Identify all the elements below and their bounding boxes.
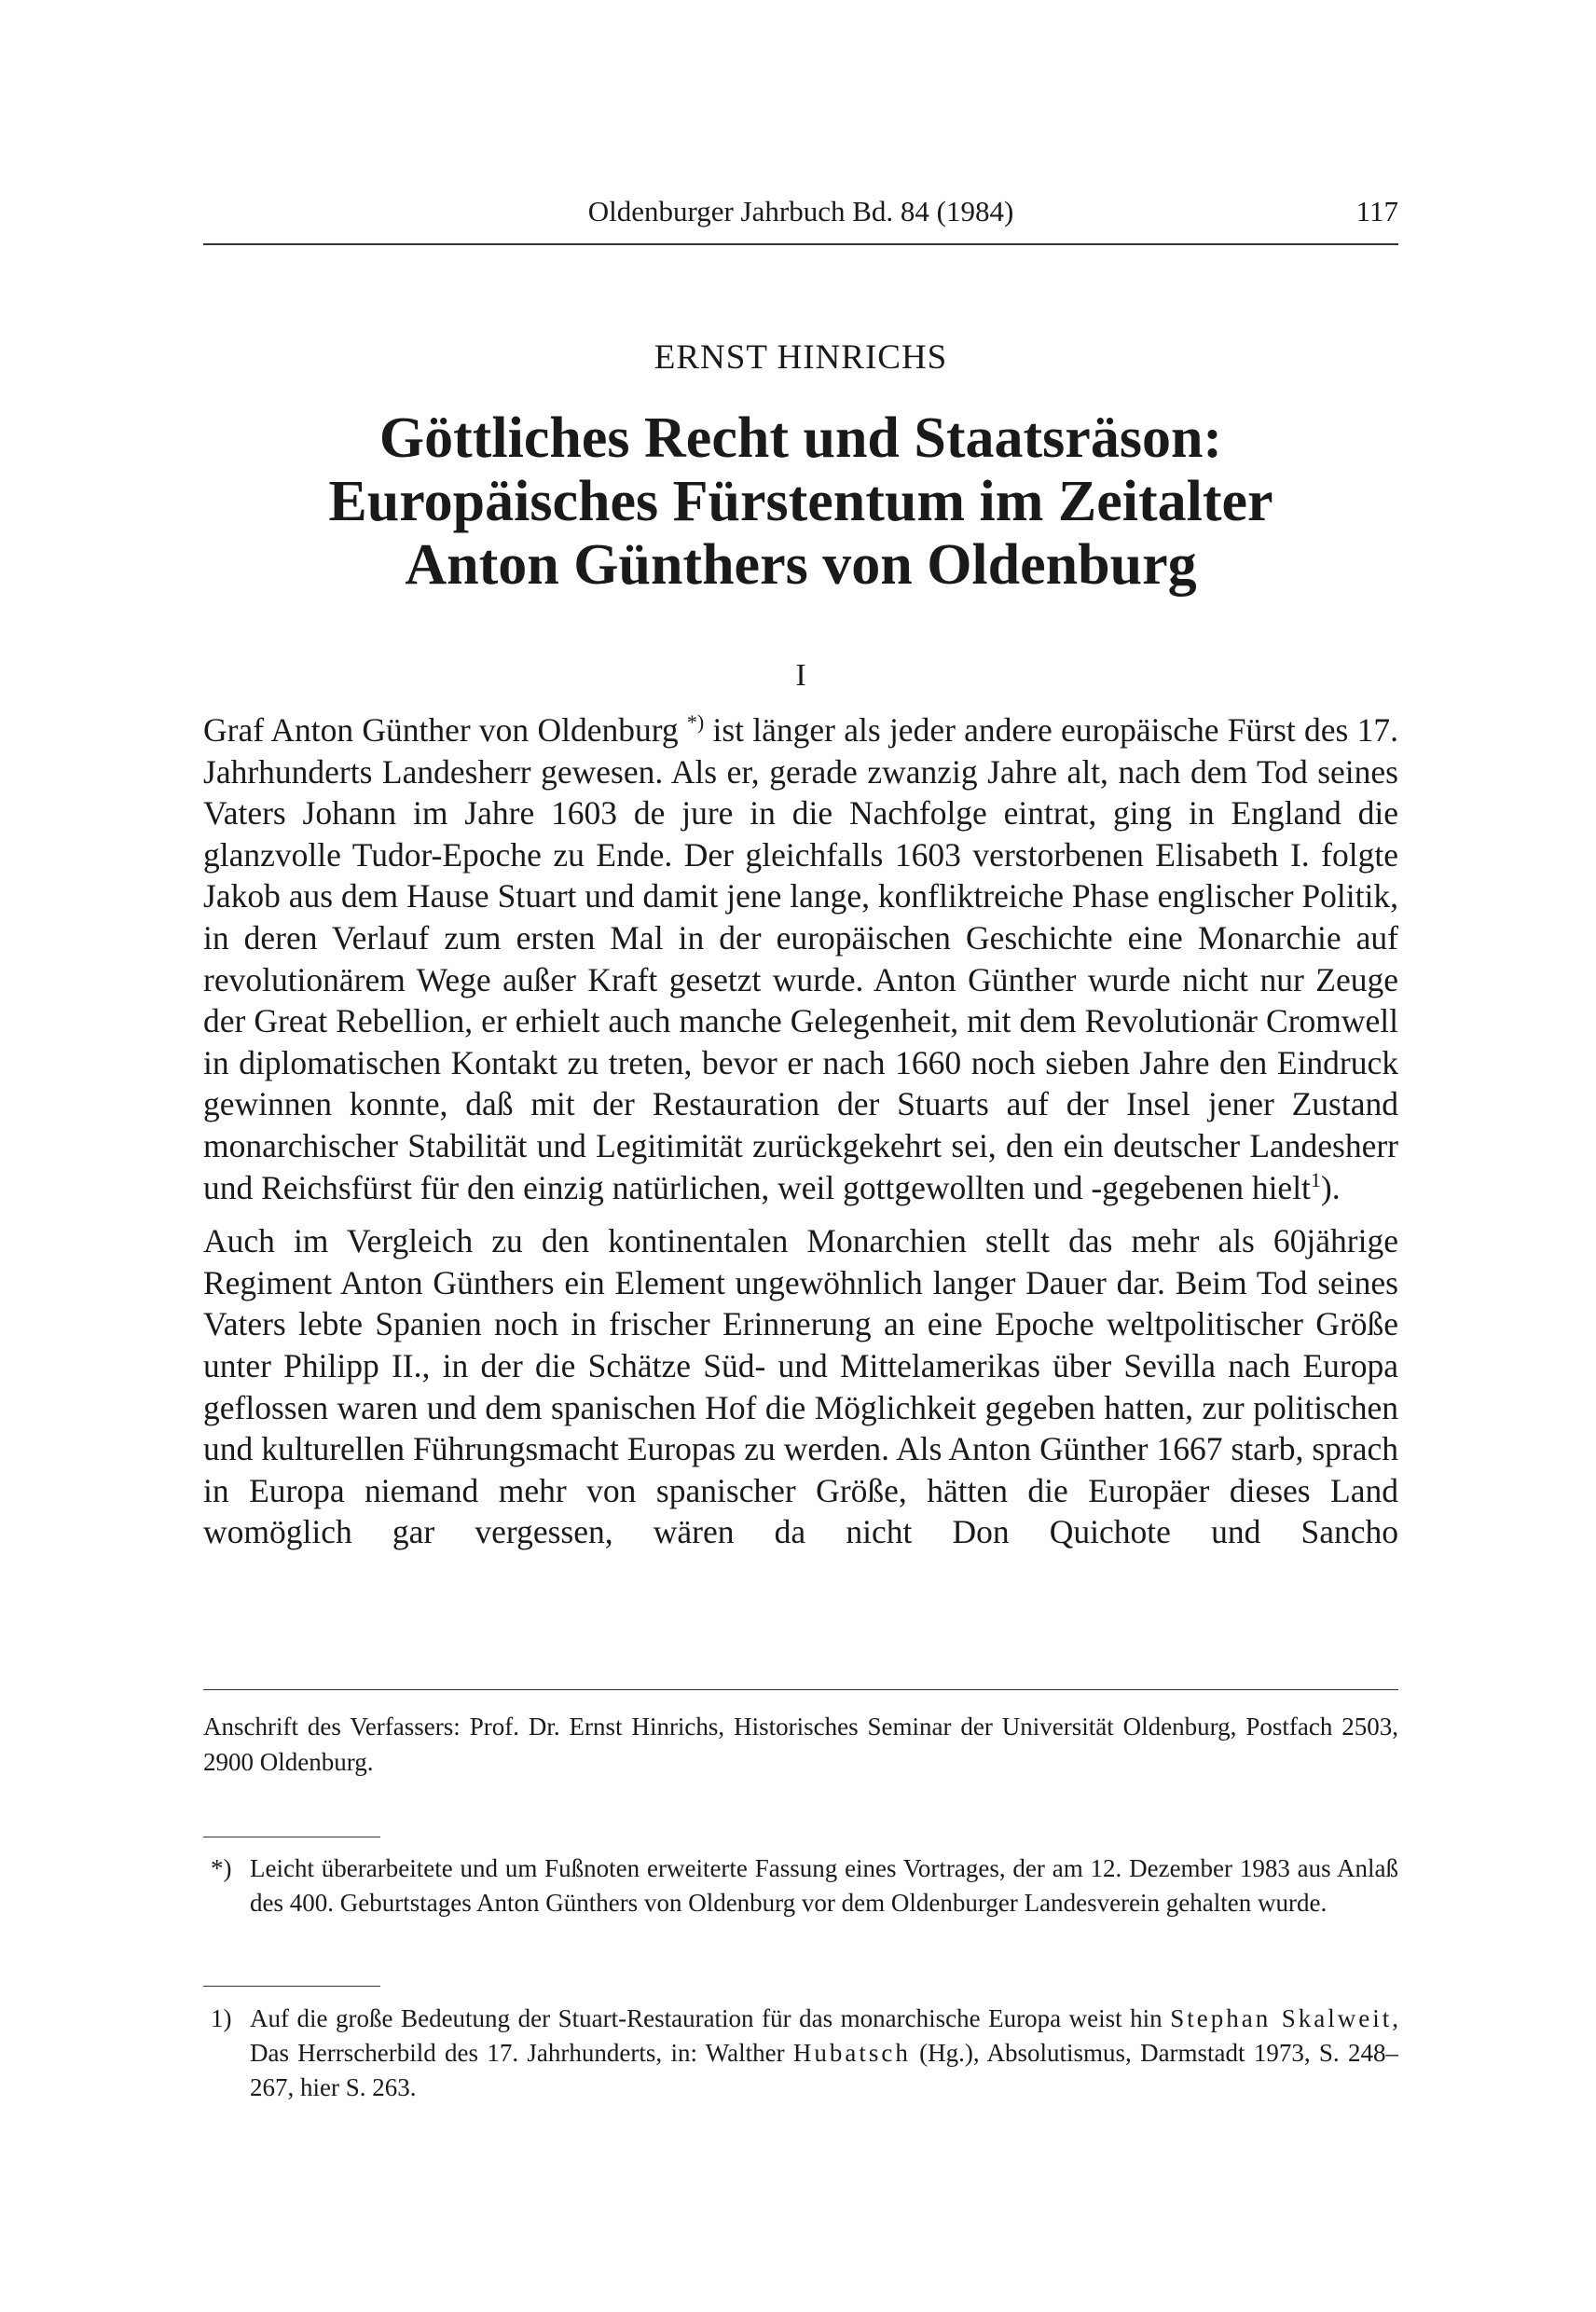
section-number: I [795,658,806,693]
footnote-1-part-b: , Das Herrscherbild des 17. Jahrhunderts, in: Walther [250,2004,1398,2067]
paragraph-1-end: ). [1320,1168,1341,1206]
running-title: Oldenburger Jahrbuch Bd. 84 (1984) [587,195,1014,227]
footnote-star [203,1851,1398,1920]
paragraph-1-text: ist länger als jeder andere europäische Fürst des 17. Jahrhunderts Landesherr gewesen. Als er, gerade zwanzig Jahre alt, nach dem Tod seines Vaters Johann im Jahre 1603 de jure in die Nachfolge eintrat, ging in England die glanzvolle Tudor-Epoche zu Ende. Der gleichfalls 1603 verstorbenen Elisabeth I. folgte Jakob aus dem Hause Stuart und damit jene lange, konfliktreiche Phase englischer Politik, in deren Verlauf zum ersten Mal in der europäischen Geschichte eine Monarchie auf revolutionärem Wege außer Kraft gesetzt wurde. Anton Günther wurde nicht nur Zeuge der Great Rebellion, er erhielt auch manche Gelegenheit, mit dem Revolutionär Cromwell in diplomatischen Kontakt zu treten, bevor er nach 1660 noch sieben Jahre den Eindruck gewinnen konnte, daß mit der Restauration der Stuarts auf der Insel jener Zustand monarchischer Stabilität und Legitimität zurückgekehrt sei, den ein deutscher Landesherr und Reichsfürst für den einzig natürlichen, weil gottgewollten und -gegebenen hielt [203,711,1399,1206]
footnote-1-part-c: (Hg.), Absolutismus, Darmstadt 1973, S. 248–267, hier S. 263. [250,2039,1398,2101]
paragraph-1 [203,709,1398,1208]
footnote-ref-star[interactable]: *) [686,710,705,735]
paragraph-2: Auch im Vergleich zu den kontinentalen Monarchien stellt das mehr als 60jährige Regiment Anton Günthers ein Element ungewöhnlich langer Dauer dar. Beim Tod seines Vaters lebte Spanien noch in frischer Erinnerung an eine Epoche weltpolitischer Größe unter Philipp II., in der die Schätze Süd- und Mittelamerikas über Sevilla nach Europa geflossen waren und dem spanischen Hof die Möglichkeit gegeben hatten, zur politischen und kulturellen Führungsmacht Europas zu werden. Als Anton Günther 1667 starb, sprach in Europa niemand mehr von spanischer Größe, hätten die Europäer dieses Land womöglich gar vergessen, wären da nicht Don Quichote und Sancho [203,1222,1398,1551]
footnote-star-text: Leicht überarbeitete und um Fußnoten erweiterte Fassung eines Vortrages, der am 12. Dezember 1983 aus Anlaß des 400. Geburtstages Anton Günthers von Oldenburg vor dem Oldenburger Landesverein gehalten wurde. [250,1854,1398,1917]
paragraph-1-start: Graf Anton Günther von Oldenburg [203,711,687,749]
footnote-1-text [250,2002,1398,2105]
footnote-1-marker: 1) [211,2004,232,2032]
footnote-ref-1[interactable]: 1 [1310,1167,1321,1191]
title-line-1: Göttliches Recht und Staatsräson: [378,406,1223,470]
footnote-area-rule [203,1689,1398,1690]
title-line-2: Europäisches Fürstentum im Zeitalter [328,470,1273,533]
article-title [203,406,1398,597]
author-address: Anschrift des Verfassers: Prof. Dr. Ernst Hinrichs, Historisches Seminar der Universität Oldenburg, Postfach 2503, 2900 Oldenburg. [203,1713,1398,1776]
footnote-star-marker: *) [211,1854,232,1882]
footnote-1-author-2: Hubatsch [792,2039,911,2067]
title-line-3: Anton Günthers von Oldenburg [405,533,1197,597]
page-number: 117 [1355,195,1398,227]
running-head [203,191,1398,232]
footnote-1 [203,2002,1398,2105]
footnote-separator-1 [203,1986,380,1987]
footnote-1-author-1: Stephan Skalweit [1170,2004,1393,2032]
footnote-1-part-a: Auf die große Bedeutung der Stuart-Restauration für das monarchische Europa weist hin [250,2004,1171,2032]
author-name: ERNST HINRICHS [654,338,948,377]
body-text [203,709,1398,1553]
header-rule [203,243,1398,245]
